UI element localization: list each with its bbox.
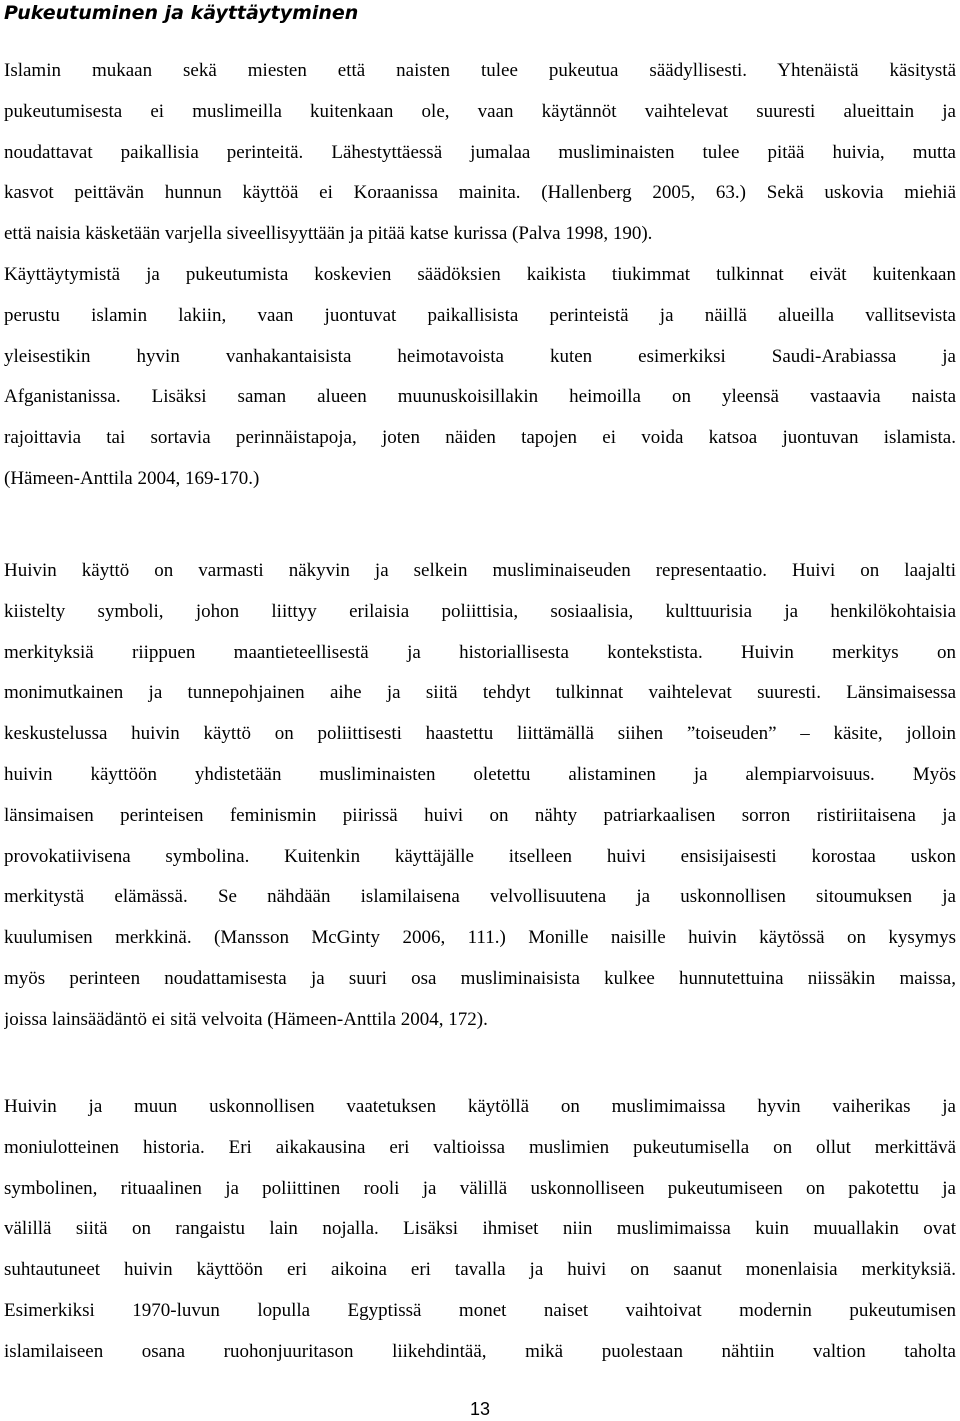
body-paragraph — [4, 51, 956, 500]
text-line: provokatiivisena symbolina. Kuitenkin käyttäjälle itselleen huivi ensisijaisesti korostaa uskon — [4, 845, 956, 867]
text-line: Huivin ja muun uskonnollisen vaatetuksen käytöllä on muslimimaissa hyvin vaiherikas ja — [4, 1096, 956, 1117]
text-line: välillä siitä on rangaistu lain nojalla. Lisäksi ihmiset niin muslimimaissa kuin muuallakin ovat — [4, 1218, 956, 1240]
page-number: 13 — [469, 1399, 491, 1419]
text-line: kasvot peittävän hunnun käyttöä ei Koraanissa mainita. (Hallenberg 2005, 63.) Sekä uskovia miehiä — [4, 182, 956, 204]
text-line: perustu islamin lakiin, vaan juontuvat paikallisista perinteistä ja näillä alueilla vallitsevista — [4, 304, 956, 326]
text-line: moniulotteinen historia. Eri aikakausina eri valtioissa muslimien pukeutumisella on ollut merkittävä — [4, 1136, 956, 1158]
text-line: Afganistanissa. Lisäksi saman alueen muunuskoisillakin heimoilla on yleensä vastaavia naista — [4, 386, 956, 408]
text-line: myös perinteen noudattamisesta ja suuri osa musliminaisista kulkee hunnutettuina niissäkin maissa, — [4, 967, 956, 989]
text-line: keskustelussa huivin käyttö on poliittisesti haastettu liittämällä siihen ”toiseuden” – käsite, jolloin — [4, 723, 956, 745]
text-line: kiistelty symboli, johon liittyy erilaisia poliittisia, sosiaalisia, kulttuurisia ja henkilökohtaisia — [4, 600, 956, 622]
text-line: kuulumisen merkkinä. (Mansson McGinty 2006, 111.) Monille naisille huivin käytössä on kysymys — [4, 927, 956, 949]
text-line: Huivin käyttö on varmasti näkyvin ja selkein musliminaiseuden representaatio. Huivi on laajalti — [4, 560, 956, 581]
text-line: Esimerkiksi 1970-luvun lopulla Egyptissä monet naiset vaihtoivat modernin pukeutumisen — [4, 1299, 956, 1321]
text-line: suhtautuneet huivin käyttöön eri aikoina eri tavalla ja huivi on saanut monenlaisia merkityksiä. — [4, 1259, 956, 1281]
text-line: rajoittavia tai sortavia perinnäistapoja, joten näiden tapojen ei voida katsoa juontuvan islamista. — [4, 427, 956, 449]
text-line: Käyttäytymistä ja pukeutumista koskevien säädöksien kaikista tiukimmat tulkinnat eivät kuitenkaan — [4, 263, 956, 285]
text-line: merkityksiä riippuen maantieteellisestä ja historiallisesta kontekstista. Huivin merkitys on — [4, 641, 956, 663]
text-line: huivin käyttöön yhdistetään musliminaisten oletettu alistaminen ja alempiarvoisuus. Myös — [4, 763, 956, 785]
text-line: islamilaiseen osana ruohonjuuritason liikehdintää, mikä puolestaan nähtiin valtion taholta — [4, 1340, 956, 1362]
text-line: symbolinen, rituaalinen ja poliittinen rooli ja välillä uskonnolliseen pukeutumiseen on pakotettu ja — [4, 1177, 956, 1199]
text-line: että naisia käsketään varjella siveellisyyttään ja pitää katse kurissa (Palva 1998, 190). — [4, 223, 653, 245]
text-line: merkitystä elämässä. Se nähdään islamilaisena velvollisuutena ja uskonnollisen sitoumuksen ja — [4, 886, 956, 908]
body-paragraph — [4, 1087, 956, 1373]
section-heading: Pukeutuminen ja käyttäytyminen — [4, 2, 359, 24]
text-line: monimutkainen ja tunnepohjainen aihe ja siitä tehdyt tulkinnat vaihtelevat suuresti. Länsimaisessa — [4, 682, 956, 704]
text-line: yleisestikin hyvin vanhakantaisista heimotavoista kuten esimerkiksi Saudi-Arabiassa ja — [4, 345, 956, 367]
text-line: pukeutumisesta ei muslimeilla kuitenkaan ole, vaan käytännöt vaihtelevat suuresti alueittain ja — [4, 100, 956, 122]
text-line: noudattavat paikallisia perinteitä. Lähestyttäessä jumalaa musliminaisten tulee pitää huivia, mutta — [4, 141, 956, 163]
text-line: joissa lainsäädäntö ei sitä velvoita (Hämeen-Anttila 2004, 172). — [4, 1008, 488, 1030]
body-paragraph — [4, 551, 956, 1041]
text-line: Islamin mukaan sekä miesten että naisten tulee pukeutua säädyllisesti. Yhtenäistä käsitystä — [4, 60, 956, 81]
text-line: (Hämeen-Anttila 2004, 169-170.) — [4, 467, 260, 489]
text-line: länsimaisen perinteisen feminismin piirissä huivi on nähty patriarkaalisen sorron ristiriitaisena ja — [4, 804, 956, 826]
